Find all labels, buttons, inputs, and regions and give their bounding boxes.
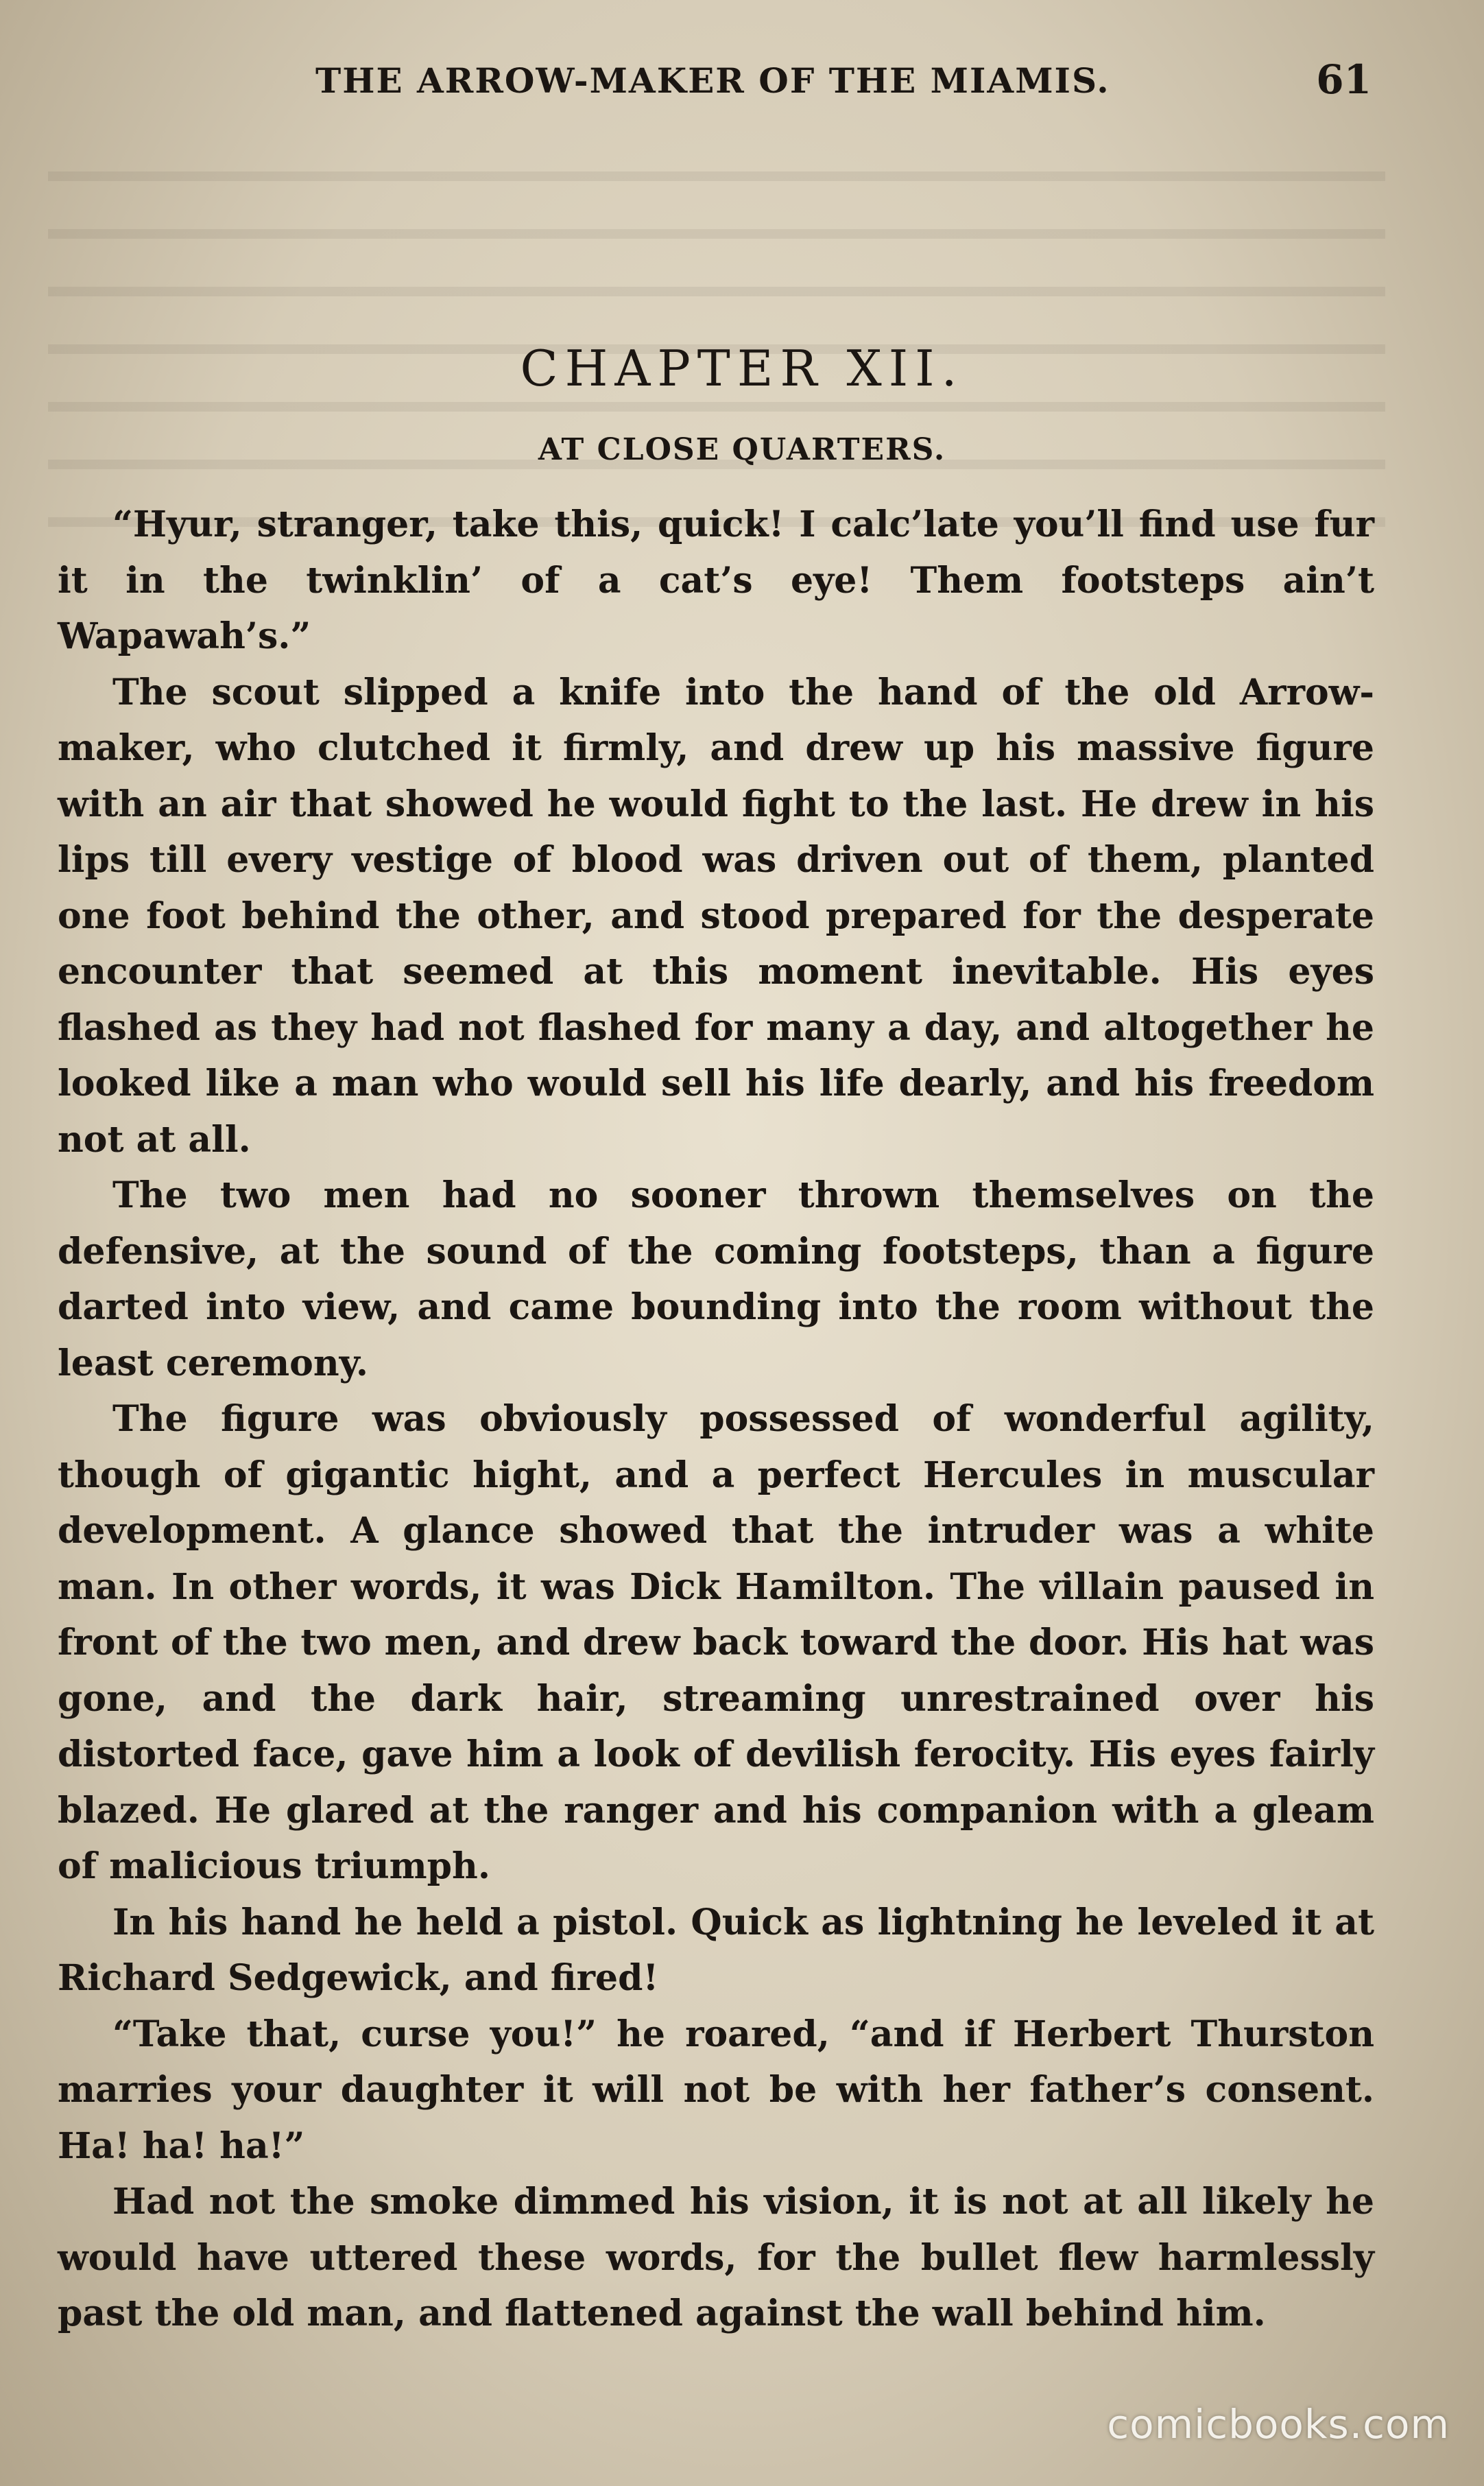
paragraph: Had not the smoke dimmed his vision, it is not at all likely he would have uttered these words, for the bullet flew harmlessly past the old man, and flattened against the wall behind him.	[58, 2181, 1374, 2334]
paragraph: The two men had no sooner thrown themselves on the defensive, at the sound of the coming footsteps, than a figure darted into view, and came bounding into the room without the least ceremony.	[58, 1174, 1374, 1384]
page-header	[48, 56, 1385, 111]
running-head: THE ARROW-MAKER OF THE MIAMIS.	[315, 60, 1110, 101]
paragraph: In his hand he held a pistol. Quick as lightning he leveled it at Richard Sedgewick, and fired!	[58, 1901, 1374, 1999]
watermark: comicbooks.com	[1107, 2401, 1450, 2448]
chapter-subtitle: AT CLOSE QUARTERS.	[538, 432, 946, 467]
paragraph: “Hyur, stranger, take this, quick! I calc’late you’ll find use fur it in the twinklin’ of a cat’s eye! Them footsteps ain’t Wapawah’s.”	[58, 504, 1374, 657]
paragraph: The figure was obviously possessed of wonderful agility, though of gigantic hight, and a perfect Hercules in muscular development. A glance showed that the intruder was a white man. In other words, it was Dick Hamilton. The villain paused in front of the two men, and drew back toward the door. His hat was gone, and the dark hair, streaming unrestrained over his distorted face, gave him a look of devilish ferocity. His eyes fairly blazed. He glared at the ranger and his companion with a gleam of malicious triumph.	[58, 1398, 1374, 1887]
body-text	[58, 497, 1374, 2342]
page-number: 61	[1316, 56, 1372, 103]
paragraph: The scout slipped a knife into the hand of the old Arrow-maker, who clutched it firmly, and drew up his massive figure with an air that showed he would fight to the last. He drew in his lips till every vestige of blood was driven out of them, planted one foot behind the other, and stood prepared for the desperate encounter that seemed at this moment inevitable. His eyes flashed as they had not flashed for many a day, and altogether he looked like a man who would sell his life dearly, and his freedom not at all.	[58, 671, 1374, 1161]
paragraph: “Take that, curse you!” he roared, “and if Herbert Thurston marries your daughter it will not be with her father’s consent. Ha! ha! ha!”	[58, 2013, 1374, 2167]
chapter-title: CHAPTER XII.	[520, 340, 964, 397]
